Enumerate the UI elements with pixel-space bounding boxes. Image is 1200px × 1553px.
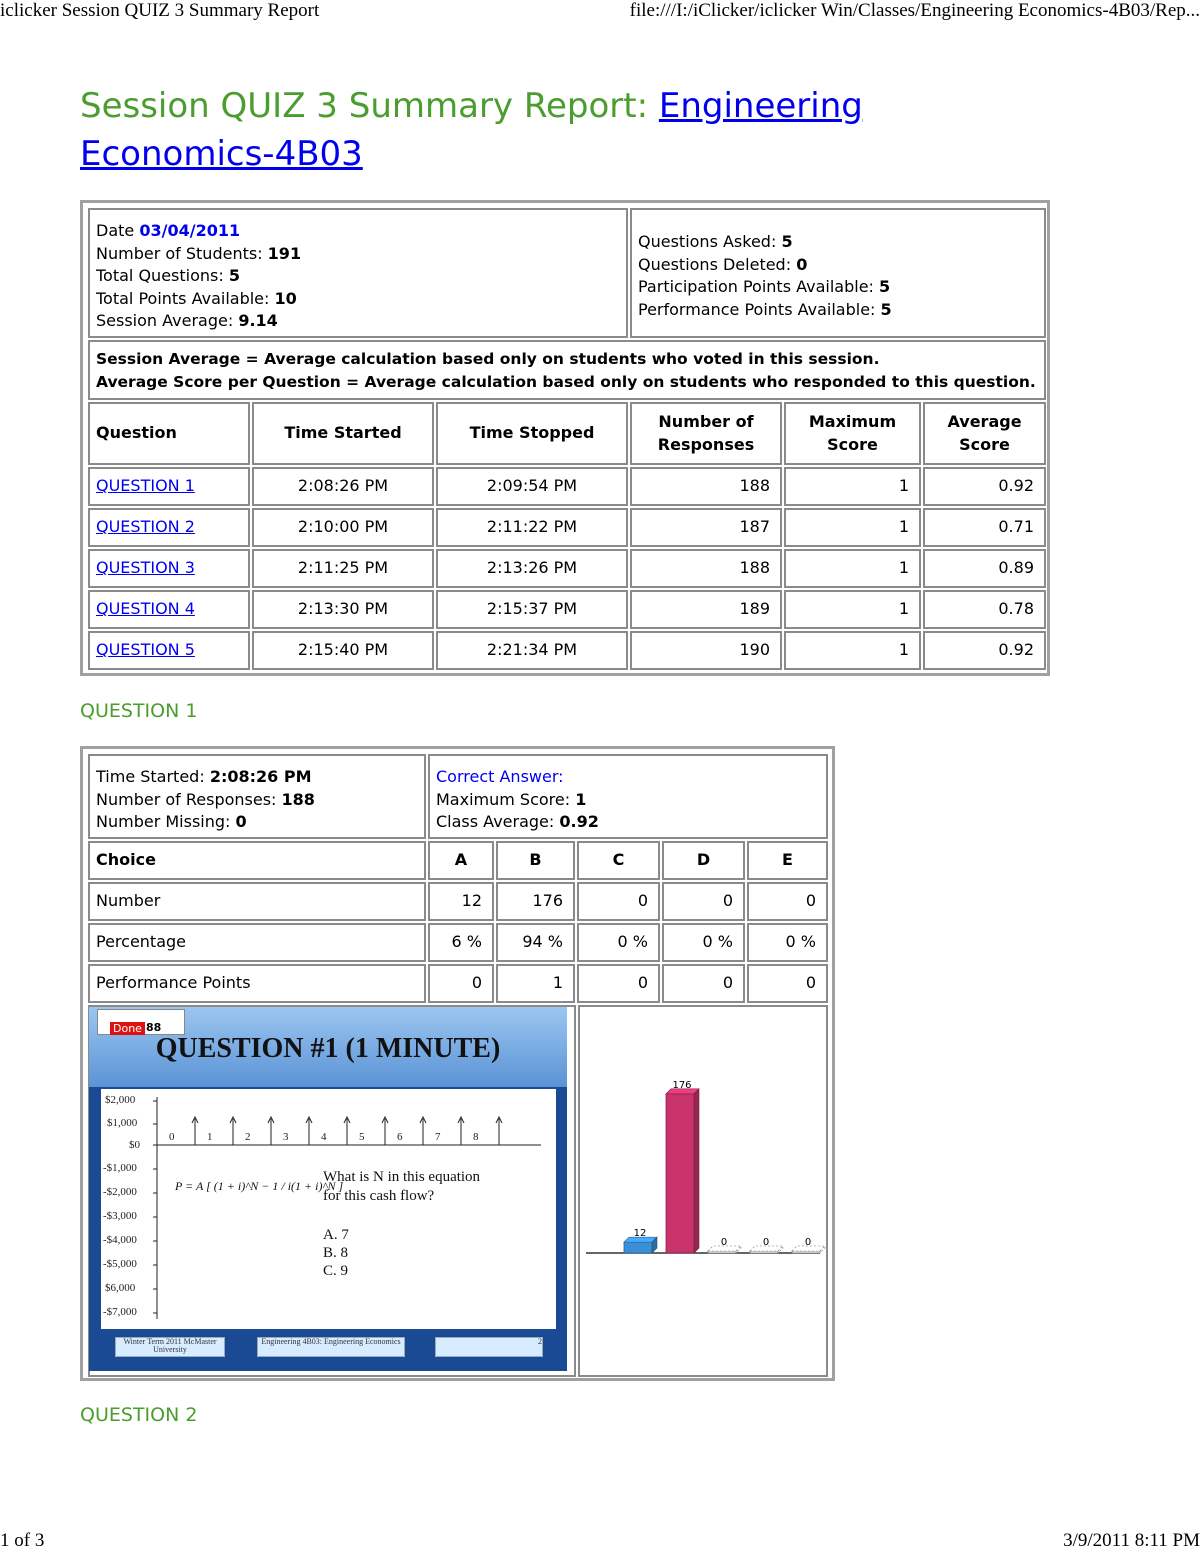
table-cell: 1 [784,631,921,670]
slide-question-line-1: What is N in this equation [323,1169,481,1185]
q1-started-label: Time Started: [96,767,205,786]
q1-number-e: 0 [747,882,828,921]
q1-responses-label: Number of Responses: [96,789,277,809]
y-tick: $1,000 [107,1117,138,1129]
students-label: Number of Students: [96,243,263,263]
q1-max-label: Maximum Score: [436,789,571,809]
title-prefix: Session QUIZ 3 Summary Report: [80,86,659,126]
q1-number-d: 0 [662,882,745,921]
x-tick: 1 [207,1131,213,1143]
cash-flow-diagram [101,1089,556,1329]
session-date: 03/04/2011 [139,221,241,240]
slide-option-b: B. 8 [323,1245,349,1261]
y-tick: $0 [129,1139,140,1151]
total-points-value: 10 [274,288,297,308]
question-2-heading: QUESTION 2 [80,1404,198,1426]
session-info-left [88,208,628,338]
performance-points-label: Performance Points Available: [638,299,876,319]
col-header-time-started: Time Started [252,402,434,465]
col-header-question: Question [88,402,250,465]
question-1-table [80,746,835,1381]
q1-class-avg-label: Class Average: [436,812,555,831]
q1-pct-b: 94 % [496,923,575,962]
course-link[interactable]: Engineering Economics-4B03 [80,86,863,174]
chart-bar-a [624,1242,652,1253]
col-header-time-stopped: Time Stopped [436,402,628,465]
q1-percentage-label: Percentage [88,923,426,962]
performance-points-value: 5 [880,299,892,319]
chart-data-label-d: 0 [762,1237,770,1248]
chart-data-label-b: 176 [672,1079,692,1091]
q1-choice-label: Choice [88,841,426,880]
table-row [88,467,250,506]
chart-bar-d [750,1251,778,1253]
table-cell: 0.89 [923,549,1046,588]
questions-deleted-value: 0 [796,254,808,274]
table-cell: 188 [630,467,782,506]
poll-done-badge: Done [110,1022,145,1035]
q1-number-b: 176 [496,882,575,921]
y-tick: -$1,000 [103,1162,137,1174]
table-cell: 1 [784,549,921,588]
col-header-responses: Number of Responses [630,402,782,465]
table-cell: 2:15:40 PM [252,631,434,670]
x-tick: 7 [435,1131,441,1143]
q1-choice-c: C [577,841,660,880]
poll-status-widget [97,1009,185,1035]
col-header-avg-score: Average Score [923,402,1046,465]
y-tick: -$4,000 [103,1234,137,1246]
y-tick: -$7,000 [103,1306,137,1318]
table-cell: 0.71 [923,508,1046,547]
question-1-link[interactable]: QUESTION 1 [96,476,195,496]
table-cell: 190 [630,631,782,670]
q1-class-avg-value: 0.92 [559,812,599,831]
slide-footer-page: 2 [435,1337,543,1357]
x-tick: 0 [169,1131,175,1143]
q1-pct-c: 0 % [577,923,660,962]
table-cell: 2:11:22 PM [436,508,628,547]
q1-pct-e: 0 % [747,923,828,962]
col-header-max-score: Maximum Score [784,402,921,465]
slide-footer-term: Winter Term 2011 McMaster University [115,1337,225,1357]
table-cell: 0.78 [923,590,1046,629]
q1-info-right [428,754,828,839]
print-header-title: iclicker Session QUIZ 3 Summary Report [0,0,320,21]
q1-choice-d: D [662,841,745,880]
slide-title: QUESTION #1 (1 MINUTE) [155,1033,501,1064]
q1-started-value: 2:08:26 PM [209,767,312,786]
y-tick: $6,000 [105,1282,136,1294]
y-tick: -$3,000 [103,1210,137,1222]
table-row [88,549,250,588]
x-tick: 8 [473,1131,479,1143]
note-average-score: Average Score per Question = Average calculation based only on students who responded to this question. [96,372,1036,391]
slide-question-line-2: for this cash flow? [323,1188,435,1204]
questions-asked-label: Questions Asked: [638,232,777,251]
q1-max-value: 1 [575,789,587,809]
q1-choice-a: A [428,841,494,880]
y-tick: -$5,000 [103,1258,137,1270]
session-summary-table [80,200,1050,676]
chart-data-label-c: 0 [720,1237,728,1248]
page-title [80,82,980,178]
chart-bar-side-b [694,1089,699,1253]
q1-pp-c: 0 [577,964,660,1003]
participation-points-value: 5 [879,277,891,296]
q1-missing-value: 0 [235,812,247,831]
q1-responses-value: 188 [281,789,315,809]
q1-pp-a: 0 [428,964,494,1003]
x-tick: 4 [321,1131,327,1143]
session-average-value: 9.14 [238,311,278,330]
slide-option-c: C. 9 [323,1263,349,1279]
slide-footer-course: Engineering 4B03: Engineering Economics [257,1337,405,1357]
table-row [88,631,250,670]
q1-pct-d: 0 % [662,923,745,962]
average-notes [88,340,1046,400]
q1-pp-d: 0 [662,964,745,1003]
q1-number-a: 12 [428,882,494,921]
q1-missing-label: Number Missing: [96,812,231,831]
slide-content [101,1089,556,1329]
session-info-right [630,208,1046,338]
y-tick: -$2,000 [103,1186,137,1198]
x-tick: 5 [359,1131,365,1143]
poll-count: 88 [146,1021,162,1034]
x-tick: 3 [283,1131,289,1143]
print-footer-page: 1 of 3 [0,1530,45,1551]
table-cell: 2:10:00 PM [252,508,434,547]
table-cell: 2:21:34 PM [436,631,628,670]
question-5-link[interactable]: QUESTION 5 [96,640,195,660]
session-average-label: Session Average: [96,311,234,330]
table-cell: 0.92 [923,631,1046,670]
questions-deleted-label: Questions Deleted: [638,254,792,274]
table-cell: 2:13:30 PM [252,590,434,629]
q1-pp-e: 0 [747,964,828,1003]
chart-bar-b [666,1094,694,1253]
table-cell: 2:13:26 PM [436,549,628,588]
students-value: 191 [267,243,302,263]
q1-number-c: 0 [577,882,660,921]
total-points-label: Total Points Available: [96,288,270,308]
table-cell: 188 [630,549,782,588]
table-cell: 2:11:25 PM [252,549,434,588]
chart-bar-e [792,1251,820,1253]
table-cell: 2:09:54 PM [436,467,628,506]
chart-data-label-e: 0 [804,1237,812,1248]
slide-option-a: A. 7 [323,1227,349,1243]
questions-asked-value: 5 [781,232,793,251]
print-header-url: file:///I:/iClicker/iclicker Win/Classes/Engineering Economics-4B03/Rep... [629,0,1200,21]
participation-points-label: Participation Points Available: [638,277,874,296]
q1-perf-points-label: Performance Points [88,964,426,1003]
table-cell: 1 [784,467,921,506]
date-label: Date [96,221,135,240]
q1-pct-a: 6 % [428,923,494,962]
question-1-heading: QUESTION 1 [80,700,198,722]
response-bar-chart [580,1007,826,1375]
table-cell: 0.92 [923,467,1046,506]
q1-choice-e: E [747,841,828,880]
total-questions-label: Total Questions: [96,266,224,285]
q1-number-label: Number [88,882,426,921]
table-row [88,508,250,547]
table-cell: 189 [630,590,782,629]
q1-correct-answer-label: Correct Answer: [436,767,564,786]
chart-bar-c [708,1251,736,1253]
print-footer-date: 3/9/2011 8:11 PM [1063,1530,1200,1551]
x-tick: 6 [397,1131,403,1143]
table-cell: 2:15:37 PM [436,590,628,629]
table-row [88,590,250,629]
chart-data-label-a: 12 [633,1228,647,1240]
q1-pp-b: 1 [496,964,575,1003]
table-cell: 1 [784,590,921,629]
table-cell: 1 [784,508,921,547]
question-3-link[interactable]: QUESTION 3 [96,558,195,578]
total-questions-value: 5 [228,266,240,285]
table-cell: 187 [630,508,782,547]
note-session-average: Session Average = Average calculation based only on students who voted in this session. [96,350,880,368]
q1-info-left [88,754,426,839]
question-2-link[interactable]: QUESTION 2 [96,517,195,537]
question-4-link[interactable]: QUESTION 4 [96,599,195,619]
y-tick: $2,000 [105,1094,136,1106]
table-cell: 2:08:26 PM [252,467,434,506]
pa-formula: P = A [ (1 + i)^N − 1 / i(1 + i)^N ] [175,1179,344,1193]
q1-choice-b: B [496,841,575,880]
x-tick: 2 [245,1131,251,1143]
q1-chart-cell [578,1005,828,1377]
question-slide-image [89,1007,567,1371]
